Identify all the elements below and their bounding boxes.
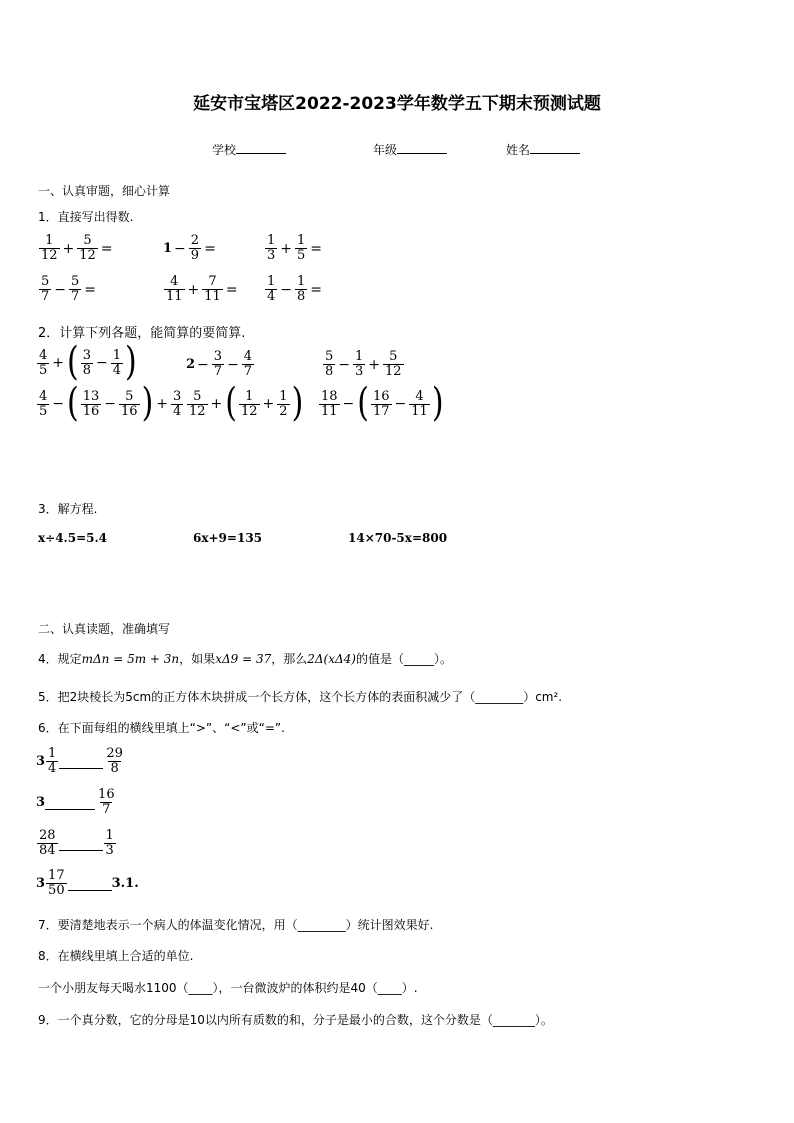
q2-expr-4: $\frac{4}{5}$ − ( $\frac{13}{16}$ − $\frac{5}{16}$ ) + $\frac{3}{4}$ <box>39 380 182 427</box>
q2-expr-3: $\frac{5}{8}$ − $\frac{1}{3}$ + $\frac{5}{12}$ <box>325 349 402 379</box>
name-field: 姓名 <box>506 141 580 158</box>
q1-item-2: 1 − $\frac{2}{9}$ = <box>163 233 216 263</box>
q6-row-2: 3 $\frac{16}{7}$ <box>36 787 115 817</box>
q6-row-4: 3 $\frac{17}{50}$ 3.1. <box>36 868 139 898</box>
question-7: 7．要清楚地表示一个病人的体温变化情况，用（________）统计图效果好. <box>38 918 434 932</box>
q1-item-1: $\frac{1}{12}$ + $\frac{5}{12}$ = <box>41 233 113 263</box>
question-4: 4．规定mΔn = 5m + 3n，如果xΔ9 = 37，那么2Δ(xΔ4)的值是（_____）。 <box>38 652 452 666</box>
q1-item-3: $\frac{1}{3}$ + $\frac{1}{5}$ = <box>267 233 323 263</box>
q3-equation-3: 14×70-5x=800 <box>348 531 448 545</box>
q1-item-6: $\frac{1}{4}$ − $\frac{1}{8}$ = <box>267 274 323 304</box>
q2-expr-1: $\frac{4}{5}$ + ( $\frac{3}{8}$ − $\frac{1}{4}$ ) <box>39 339 137 386</box>
question-8: 8．在横线里填上合适的单位. <box>38 949 194 963</box>
q3-equation-2: 6x+9=135 <box>193 531 263 545</box>
q6-row-3: $\frac{28}{84}$ $\frac{1}{3}$ <box>39 828 114 858</box>
section-1-heading: 一、认真审题，细心计算 <box>38 184 171 198</box>
q2-expr-5: $\frac{5}{12}$ + ( $\frac{1}{12}$ + $\frac{1}{2}$ ) <box>189 380 304 427</box>
school-field: 学校 <box>212 141 286 158</box>
q2-expr-6: $\frac{18}{11}$ − ( $\frac{16}{17}$ − $\frac{4}{11}$ ) <box>321 380 444 427</box>
q3-equation-1: x÷4.5=5.4 <box>38 531 108 545</box>
question-3: 3．解方程. <box>38 502 98 516</box>
q1-item-4: $\frac{5}{7}$ − $\frac{5}{7}$ = <box>41 274 97 304</box>
question-5: 5．把2块棱长为5cm的正方体木块拼成一个长方体，这个长方体的表面积减少了（________）cm². <box>38 690 563 704</box>
q6-row-1: 3 $\frac{1}{4}$ $\frac{29}{8}$ <box>36 746 123 776</box>
q2-expr-2: 2 − $\frac{3}{7}$ − $\frac{4}{7}$ <box>186 349 253 379</box>
q1-item-5: $\frac{4}{11}$ + $\frac{7}{11}$ = <box>166 274 238 304</box>
section-2-heading: 二、认真读题，准确填写 <box>38 622 171 636</box>
question-6: 6．在下面每组的横线里填上“>”、“<”或“=”. <box>38 721 285 735</box>
question-9: 9．一个真分数，它的分母是10以内所有质数的和，分子是最小的合数，这个分数是（_______）。 <box>38 1013 553 1027</box>
question-2: 2．计算下列各题，能简算的要简算. <box>38 326 246 341</box>
page-title: 延安市宝塔区2022-2023学年数学五下期末预测试题 <box>193 94 601 114</box>
question-8-line: 一个小朋友每天喝水1100（____），一台微波炉的体积约是40（____）. <box>38 981 418 995</box>
grade-field: 年级 <box>373 141 447 158</box>
question-1: 1．直接写出得数. <box>38 210 134 224</box>
